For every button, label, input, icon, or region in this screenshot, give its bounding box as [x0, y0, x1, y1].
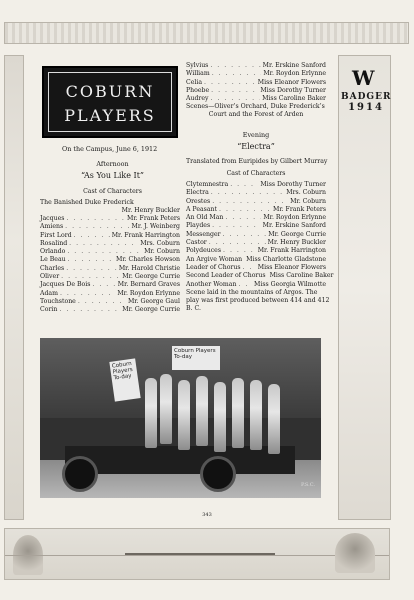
- cast-role: Another Woman: [186, 280, 237, 288]
- cast-row: [186, 62, 326, 70]
- photo-front-wheel: [62, 456, 98, 492]
- cast-role: Jacques: [40, 215, 65, 222]
- cast-role: Charles: [40, 264, 65, 272]
- logo-line-2: PLAYERS: [64, 106, 156, 125]
- cast-row: [186, 231, 326, 239]
- leader-dots: [209, 239, 266, 247]
- photo-player: [178, 380, 190, 450]
- photo-player: [250, 380, 262, 450]
- cast-row: [40, 215, 180, 223]
- cast-role: Adam: [40, 289, 58, 297]
- cast-actor: Mr. Erskine Sanford: [262, 222, 326, 230]
- water-line: [5, 555, 389, 556]
- cast-actor: Mr. Erskine Sanford: [262, 62, 326, 69]
- leader-dots: [212, 70, 262, 78]
- cast-row: [186, 189, 326, 197]
- cast-row: [186, 256, 326, 264]
- cast-actor: Mr. George Currie: [122, 306, 180, 314]
- leader-dots: [68, 256, 114, 264]
- cast-row: [186, 239, 326, 247]
- cast-role: Phoebe: [186, 86, 210, 94]
- page-number: 343: [202, 512, 212, 518]
- evening-heading: Evening: [242, 131, 270, 139]
- cast-actor: Mr. J. Weinberg: [131, 223, 180, 231]
- cast-role: Touchstone: [40, 297, 76, 305]
- cast-role: William: [186, 70, 210, 78]
- leader-dots: [212, 198, 288, 206]
- leader-dots: [66, 265, 117, 273]
- leader-dots: [219, 206, 271, 214]
- left-ornament-border: [4, 55, 24, 520]
- cast-actor: Mr. Henry Buckler: [267, 239, 326, 247]
- evening-play-title: “Electra”: [237, 142, 275, 151]
- leader-dots: [212, 222, 260, 230]
- cast-row: [186, 281, 326, 289]
- cast-actor: Mrs. Coburn: [140, 239, 180, 247]
- cast-role: Orlando: [40, 248, 66, 256]
- cast-actor: Mr. George Gaul: [127, 297, 180, 305]
- photo-player: [268, 384, 280, 454]
- coburn-players-photo: [40, 338, 321, 498]
- cast-actor: Miss Eleanor Flowers: [257, 263, 326, 271]
- right-ornament-border: [338, 55, 391, 520]
- cast-row: [40, 240, 180, 248]
- cast-row: [186, 206, 326, 214]
- cast-role: Corin: [40, 306, 58, 314]
- scenes-line-1: Scenes—Oliver’s Orchard, Duke Frederick’s: [186, 103, 325, 110]
- photo-truck-bed: [65, 446, 295, 474]
- photo-sign-right: Coburn Players To-day: [172, 346, 220, 370]
- cast-row: [186, 214, 326, 222]
- badge-letter: W: [352, 66, 375, 90]
- cast-role: Jacques De Bois: [40, 281, 91, 289]
- leader-dots: [211, 87, 258, 95]
- cast-role: First Lord: [40, 231, 72, 239]
- leader-dots: [74, 232, 110, 240]
- cast-actor: Mr. Charles Howson: [116, 256, 180, 264]
- cast-actor: Miss Eleanor Flowers: [257, 78, 326, 86]
- leader-dots: [67, 248, 142, 256]
- cast-actor: Mr. Roydon Erlynne: [117, 289, 180, 297]
- cast-row: [186, 247, 326, 255]
- coburn-players-logo: [42, 66, 178, 138]
- cast-actor: Mr. George Currie: [122, 273, 180, 281]
- cast-actor: Mrs. Coburn: [286, 189, 326, 197]
- cast-actor: Mr. Roydon Erlynne: [263, 214, 326, 222]
- cast-row: [186, 198, 326, 206]
- leader-dots: [59, 306, 120, 314]
- cast-role: Orestes: [186, 197, 211, 205]
- cast-role: Le Beau: [40, 256, 66, 264]
- photo-player: [214, 382, 226, 452]
- cast-role: Celia: [186, 78, 203, 86]
- leader-dots: [92, 281, 115, 289]
- cast-row: [186, 272, 334, 280]
- afternoon-heading: Afternoon: [96, 160, 129, 168]
- cast-role: Castor: [186, 239, 207, 247]
- date-line: On the Campus, June 6, 1912: [62, 145, 158, 153]
- bottom-rowing-illustration: [4, 528, 390, 580]
- cast-row: [40, 306, 180, 314]
- logo-line-1: COBURN: [65, 82, 155, 101]
- cast-row: [40, 256, 180, 264]
- cast-row: [186, 181, 326, 189]
- cast-row: [186, 70, 326, 78]
- leader-dots: [211, 189, 284, 197]
- cast-actor: Mr. Coburn: [144, 248, 180, 256]
- leader-dots: [230, 181, 258, 189]
- photo-sign-left: Coburn Players To-day: [109, 358, 140, 401]
- cast-row: [186, 222, 326, 230]
- badge-year: 1914: [348, 102, 384, 113]
- cast-actor: Miss Caroline Baker: [262, 95, 326, 103]
- photo-player: [145, 378, 157, 448]
- afternoon-cast-heading: Cast of Characters: [83, 188, 142, 195]
- cast-actor: Mr. Frank Peters: [272, 205, 326, 213]
- cast-actor: Mr. Harold Christie: [118, 264, 180, 272]
- cast-actor: Mr. Roydon Erlynne: [263, 70, 326, 78]
- cast-row: [186, 264, 326, 272]
- evening-translation: Translated from Euripides by Gilbert Murray: [186, 158, 328, 165]
- leader-dots: [223, 247, 256, 255]
- cast-actor: Mr. George Currie: [268, 230, 326, 238]
- leader-dots: [225, 214, 261, 222]
- cast-role: Second Leader of Chorus: [186, 272, 266, 280]
- rowing-boat-illustration: [125, 547, 275, 555]
- afternoon-cast-continued: [186, 62, 326, 103]
- cast-actor: Miss Georgia Wilmotte: [254, 280, 326, 288]
- leader-dots: [210, 62, 260, 70]
- photo-signature: P.S.C.: [300, 482, 315, 488]
- afternoon-cast-list: [40, 215, 180, 315]
- cast-row: [186, 87, 326, 95]
- leader-dots: [78, 298, 126, 306]
- leader-dots: [243, 264, 256, 272]
- cast-row: [40, 281, 180, 289]
- cast-role: An Old Man: [186, 214, 224, 222]
- tree-illustration: [335, 533, 375, 573]
- cast-actor: Mr. Bernard Graves: [117, 281, 180, 289]
- cast-row: [40, 290, 180, 298]
- photo-player: [232, 378, 244, 448]
- cast-actor: Mr. Frank Harrington: [111, 231, 180, 239]
- leader-dots: [65, 223, 129, 231]
- cast-row: [40, 298, 180, 306]
- photo-rear-wheel: [200, 456, 236, 492]
- leader-dots: [69, 240, 138, 248]
- evening-cast-heading: Cast of Characters: [226, 170, 286, 177]
- top-ornament-border: [4, 22, 409, 44]
- evening-note-line-3: B. C.: [186, 305, 201, 312]
- evening-note-line-1: Scene laid in the mountains of Argos. The: [186, 289, 318, 296]
- cast-row: [40, 223, 180, 231]
- leader-dots: [61, 273, 120, 281]
- leader-dots: [238, 281, 252, 289]
- evening-cast-list: [186, 181, 334, 289]
- cast-role: An Argive Woman: [186, 255, 243, 263]
- cast-role: Audrey: [186, 95, 209, 103]
- cast-role: A Peasant: [186, 205, 218, 213]
- cast-row: [40, 232, 180, 240]
- cast-role: Electra: [186, 189, 209, 197]
- cast-actor: Miss Charlotte Gladstone: [246, 255, 327, 263]
- cast-actor: Mr. Coburn: [290, 197, 326, 205]
- leader-dots: [66, 215, 125, 223]
- cast-actor: Miss Dorothy Turner: [260, 86, 326, 94]
- leader-dots: [223, 231, 267, 239]
- cast-row: [40, 273, 180, 281]
- afternoon-play-title: “As You Like It”: [80, 171, 145, 180]
- cast-actor: Miss Dorothy Turner: [260, 181, 326, 188]
- cast-role: Sylvius: [186, 62, 209, 69]
- duke-role: The Banished Duke Frederick: [40, 199, 134, 206]
- photo-player: [160, 374, 172, 444]
- cast-role: Messenger: [186, 230, 221, 238]
- cast-row: [40, 265, 180, 273]
- photo-player: [196, 376, 208, 446]
- cast-role: Leader of Chorus: [186, 263, 241, 271]
- leader-dots: [204, 79, 256, 87]
- scenes-line-2: Court and the Forest of Arden: [208, 111, 304, 118]
- cast-row: [40, 248, 180, 256]
- duke-actor: Mr. Henry Buckler: [121, 207, 180, 214]
- cast-actor: Mr. Frank Peters: [126, 215, 180, 222]
- cast-role: Rosalind: [40, 239, 68, 247]
- cast-role: Amiens: [40, 223, 64, 231]
- cast-role: Oliver: [40, 273, 60, 281]
- cast-role: Polydeuces: [186, 247, 222, 255]
- cast-actor: Mr. Frank Harrington: [257, 247, 326, 255]
- cast-row: [186, 79, 326, 87]
- cast-role: Playdes: [186, 222, 211, 230]
- cast-actor: Miss Caroline Baker: [269, 272, 334, 280]
- evening-note-line-2: play was first produced between 414 and 412: [186, 297, 330, 304]
- badge-title: BADGER: [341, 92, 392, 102]
- cast-role: Clytemnestra: [186, 181, 229, 188]
- leader-dots: [60, 290, 115, 298]
